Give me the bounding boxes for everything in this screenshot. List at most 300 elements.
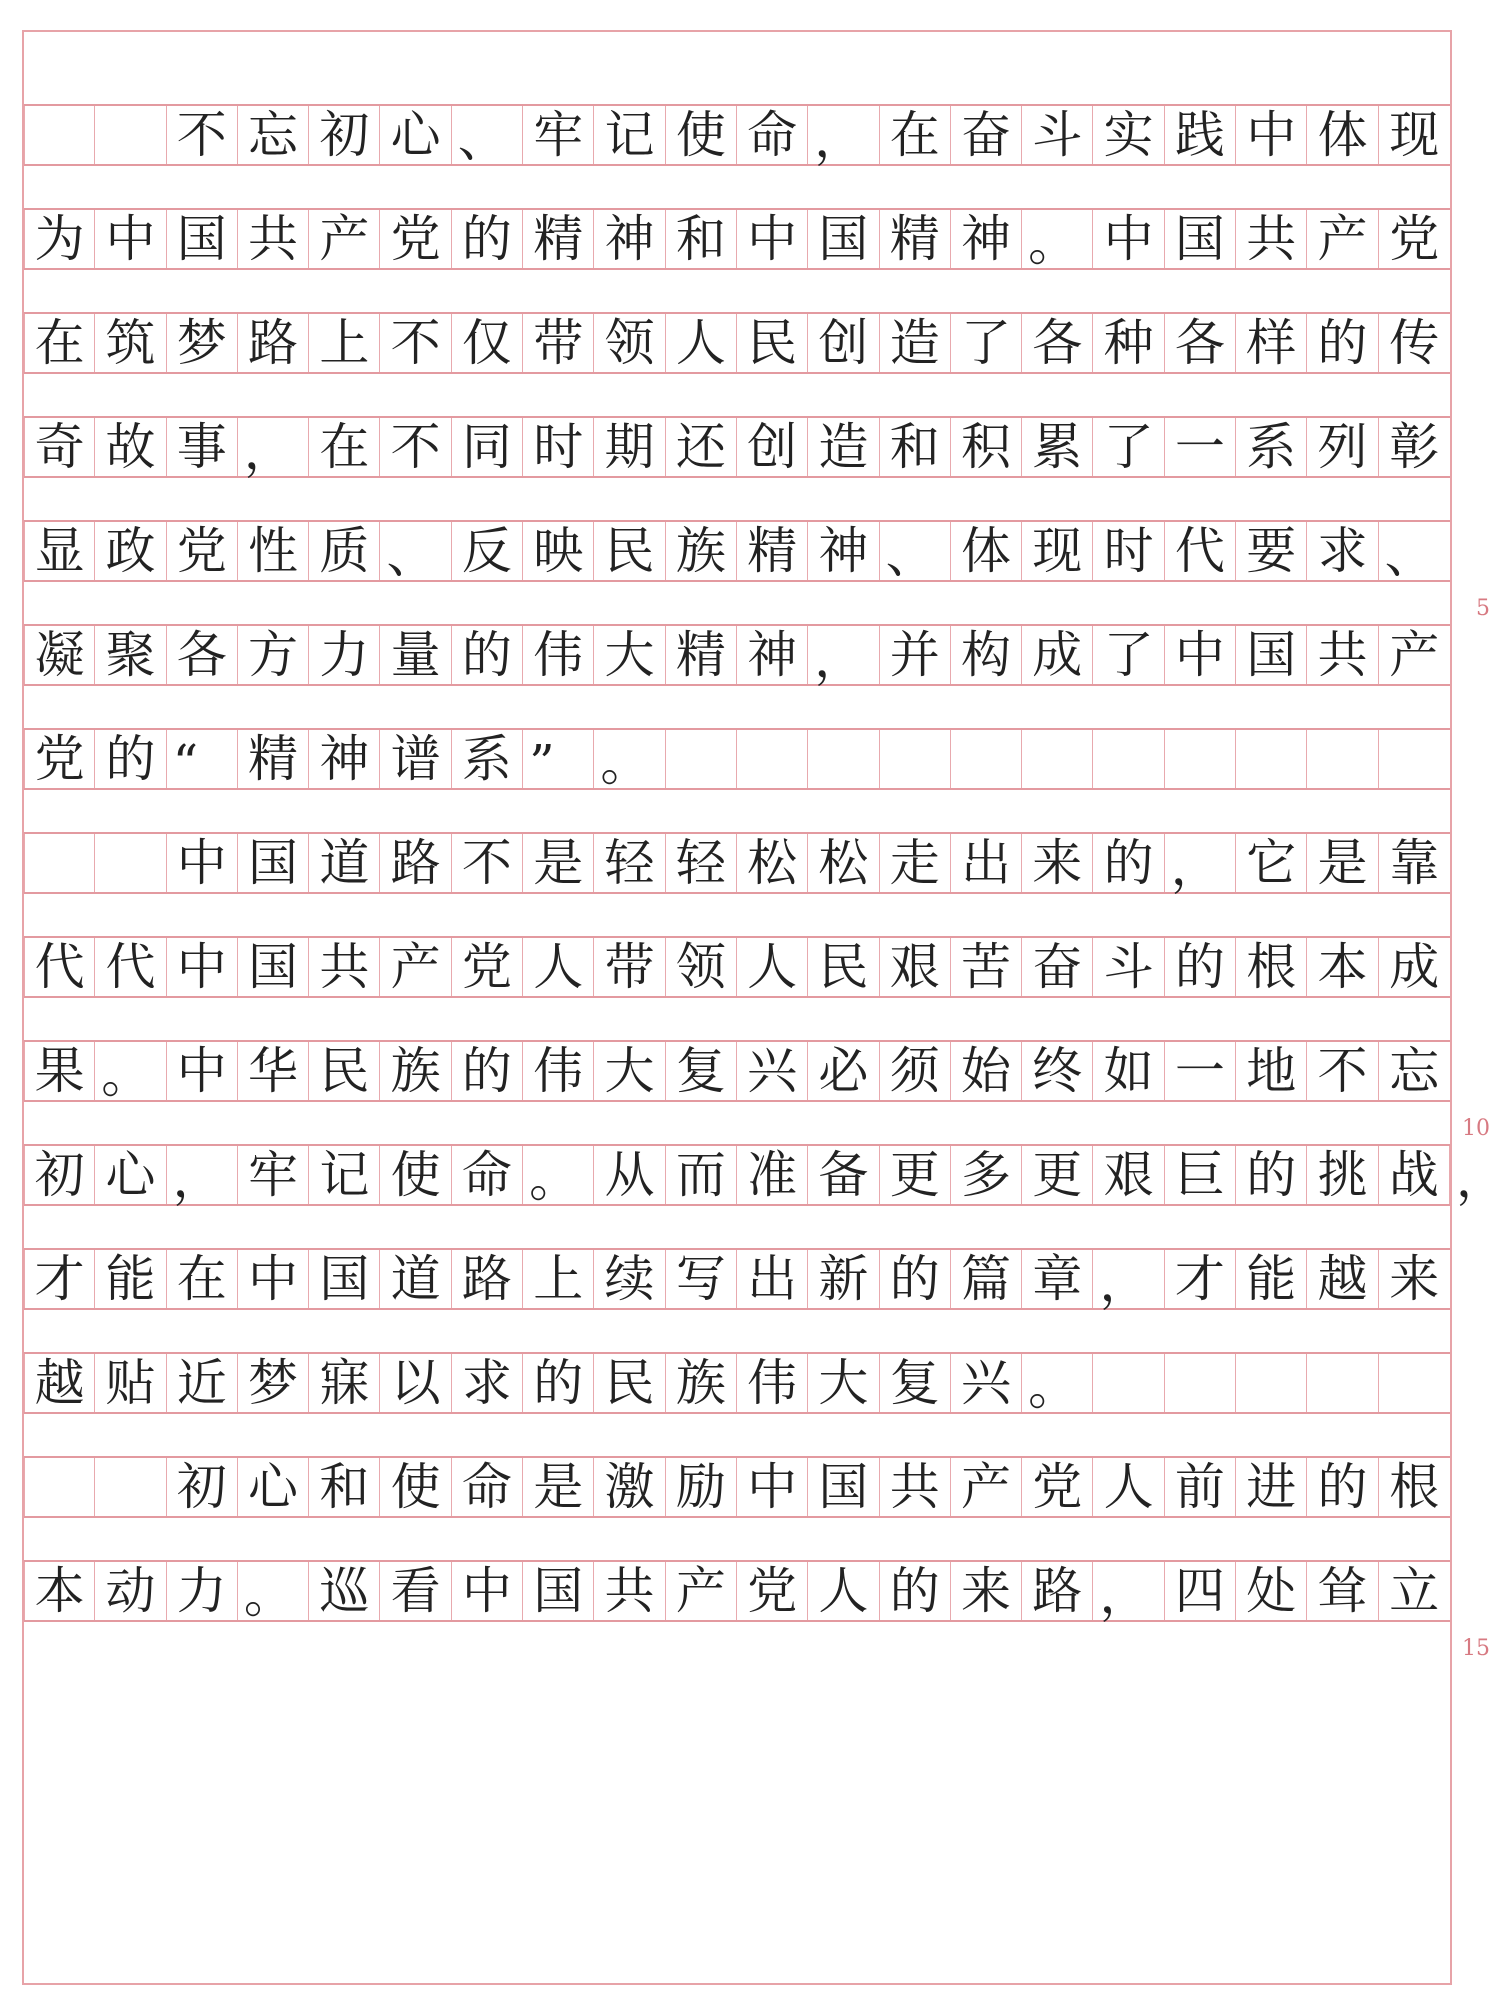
grid-cell: 映 (523, 522, 594, 580)
grid-cell: 路 (1022, 1562, 1093, 1620)
grid-cell: 共 (1236, 210, 1307, 268)
grid-cell: 心 (95, 1146, 166, 1204)
grid-cell: 国 (523, 1562, 594, 1620)
grid-cell: 国 (238, 938, 309, 996)
grid-cell: 和 (880, 418, 951, 476)
grid-cell: 带 (523, 314, 594, 372)
grid-cell: 写 (666, 1250, 737, 1308)
grid-cell: 牢 (523, 106, 594, 164)
grid-cell: 的 (1307, 314, 1378, 372)
grid-cell: 同 (452, 418, 523, 476)
grid-cell: 现 (1389, 106, 1440, 164)
grid-cell: 人 (808, 1562, 879, 1620)
grid-row (24, 1352, 1450, 1414)
grid-cell: ， (1165, 834, 1236, 892)
grid-cell: 大 (594, 1042, 665, 1100)
grid-cell: 彰 (1389, 418, 1440, 476)
line-number-marker: 10 (1462, 1116, 1490, 1141)
grid-cell: 斗 (1022, 106, 1093, 164)
grid-cell: 初 (24, 1146, 95, 1204)
grid-cell: 道 (380, 1250, 451, 1308)
grid-row (24, 1560, 1450, 1622)
grid-cell: 立 (1389, 1562, 1440, 1620)
grid-cell: ， (808, 626, 879, 684)
grid-cell: 苦 (951, 938, 1022, 996)
grid-cell: 伟 (523, 626, 594, 684)
grid-cell: 领 (666, 938, 737, 996)
grid-cell: 神 (951, 210, 1022, 268)
grid-row (24, 520, 1450, 582)
grid-cell: 国 (167, 210, 238, 268)
grid-cell: 精 (238, 730, 309, 788)
grid-cell: 命 (737, 106, 808, 164)
grid-row (24, 1248, 1450, 1310)
grid-cell: 篇 (951, 1250, 1022, 1308)
grid-cell: 在 (24, 314, 95, 372)
grid-cell: 中 (452, 1562, 523, 1620)
grid-cell: 、 (1384, 526, 1435, 584)
grid-cell: 中 (737, 1458, 808, 1516)
grid-cell: 。 (238, 1562, 309, 1620)
grid-cell: 系 (452, 730, 523, 788)
grid-cell: 时 (1093, 522, 1164, 580)
grid-cell: 本 (24, 1562, 95, 1620)
grid-cell: 国 (808, 1458, 879, 1516)
grid-cell: 带 (594, 938, 665, 996)
grid-cell: 来 (951, 1562, 1022, 1620)
grid-cell: 神 (808, 522, 879, 580)
grid-cell: 民 (594, 522, 665, 580)
line-number-marker: 5 (1476, 596, 1490, 621)
grid-cell: 记 (594, 106, 665, 164)
grid-cell: 民 (808, 938, 879, 996)
grid-cell: 了 (951, 314, 1022, 372)
grid-cell: 产 (666, 1562, 737, 1620)
grid-cell: 积 (951, 418, 1022, 476)
grid-cell: 在 (309, 418, 380, 476)
grid-cell: 累 (1022, 418, 1093, 476)
grid-cell: 各 (167, 626, 238, 684)
grid-cell: 党 (24, 730, 95, 788)
grid-cell (24, 834, 95, 892)
grid-cell: 路 (380, 834, 451, 892)
grid-cell: 忘 (1389, 1042, 1440, 1100)
grid-cell: 反 (452, 522, 523, 580)
grid-cell: 是 (523, 834, 594, 892)
grid-cell: ， (1093, 1250, 1164, 1308)
grid-cell: 不 (380, 314, 451, 372)
grid-cell: 斗 (1093, 938, 1164, 996)
grid-cell (1165, 730, 1236, 788)
grid-cell: 和 (309, 1458, 380, 1516)
grid-cell: 根 (1389, 1458, 1440, 1516)
grid-cell (1379, 730, 1450, 788)
grid-cell: 事 (167, 418, 238, 476)
grid-cell: 不 (1307, 1042, 1378, 1100)
grid-cell: 始 (951, 1042, 1022, 1100)
grid-cell: 聚 (95, 626, 166, 684)
grid-cell: 产 (951, 1458, 1022, 1516)
grid-cell: 了 (1093, 626, 1164, 684)
grid-cell: 使 (380, 1458, 451, 1516)
grid-cell: 代 (95, 938, 166, 996)
grid-cell: 多 (951, 1146, 1022, 1204)
grid-cell (1165, 1354, 1236, 1412)
grid-cell: 的 (880, 1250, 951, 1308)
grid-cell: 松 (737, 834, 808, 892)
grid-cell: 精 (880, 210, 951, 268)
grid-cell: 人 (523, 938, 594, 996)
grid-cell: 能 (95, 1250, 166, 1308)
grid-cell: 而 (666, 1146, 737, 1204)
grid-cell: 国 (1165, 210, 1236, 268)
grid-cell: 近 (167, 1354, 238, 1412)
grid-cell (1093, 730, 1164, 788)
grid-cell: 的 (1307, 1458, 1378, 1516)
grid-cell: 奇 (24, 418, 95, 476)
grid-cell: 显 (24, 522, 95, 580)
grid-cell: 忘 (238, 106, 309, 164)
grid-cell: 贴 (95, 1354, 166, 1412)
grid-cell: 果 (24, 1042, 95, 1100)
grid-cell: 国 (1236, 626, 1307, 684)
grid-cell: 领 (594, 314, 665, 372)
grid-cell (1307, 1354, 1378, 1412)
grid-cell: 民 (594, 1354, 665, 1412)
grid-cell (95, 834, 166, 892)
grid-cell: 上 (309, 314, 380, 372)
grid-cell: 艰 (1093, 1146, 1164, 1204)
grid-cell: 国 (238, 834, 309, 892)
grid-cell: 。 (594, 730, 665, 788)
grid-cell: 靠 (1389, 834, 1440, 892)
grid-cell: 的 (1236, 1146, 1307, 1204)
grid-cell (24, 106, 95, 164)
grid-cell: 力 (309, 626, 380, 684)
grid-cell: 地 (1236, 1042, 1307, 1100)
grid-row (24, 728, 1450, 790)
grid-cell: 须 (880, 1042, 951, 1100)
grid-cell: 共 (238, 210, 309, 268)
grid-cell: 命 (452, 1146, 523, 1204)
grid-cell: ， (238, 418, 309, 476)
grid-cell: 出 (951, 834, 1022, 892)
grid-cell: 道 (309, 834, 380, 892)
grid-cell: 列 (1307, 418, 1378, 476)
grid-cell: 以 (380, 1354, 451, 1412)
grid-cell: 梦 (167, 314, 238, 372)
grid-cell: 才 (1165, 1250, 1236, 1308)
grid-cell: 不 (167, 106, 238, 164)
grid-cell: 筑 (95, 314, 166, 372)
grid-cell: 和 (666, 210, 737, 268)
grid-cell: 党 (737, 1562, 808, 1620)
grid-cell: 巡 (309, 1562, 380, 1620)
grid-cell: 人 (1093, 1458, 1164, 1516)
grid-cell: 成 (1022, 626, 1093, 684)
grid-cell: 民 (737, 314, 808, 372)
grid-cell: 复 (880, 1354, 951, 1412)
grid-cell: 越 (24, 1354, 95, 1412)
grid-cell: 中 (238, 1250, 309, 1308)
grid-cell: 时 (523, 418, 594, 476)
grid-cell: 精 (523, 210, 594, 268)
grid-cell: 。 (1022, 210, 1093, 268)
grid-row (24, 624, 1450, 686)
grid-cell: 激 (594, 1458, 665, 1516)
grid-row (24, 1040, 1450, 1102)
grid-cell: 创 (737, 418, 808, 476)
grid-cell: 根 (1236, 938, 1307, 996)
grid-cell: 党 (452, 938, 523, 996)
grid-cell: 方 (238, 626, 309, 684)
grid-cell: 更 (1022, 1146, 1093, 1204)
grid-cell: 战 (1379, 1146, 1450, 1204)
grid-cell: 奋 (951, 106, 1022, 164)
grid-cell: 性 (238, 522, 309, 580)
grid-cell: 松 (808, 834, 879, 892)
grid-cell (95, 106, 166, 164)
grid-cell: 的 (452, 210, 523, 268)
grid-cell: 四 (1165, 1562, 1236, 1620)
grid-cell: 能 (1236, 1250, 1307, 1308)
grid-cell: 谱 (380, 730, 451, 788)
grid-row (24, 104, 1450, 166)
grid-cell: ， (808, 106, 879, 164)
grid-cell: 党 (167, 522, 238, 580)
grid-cell: 构 (951, 626, 1022, 684)
grid-cell: 传 (1389, 314, 1440, 372)
grid-cell: 一 (1165, 1042, 1236, 1100)
grid-cell: 使 (666, 106, 737, 164)
grid-cell: 兴 (951, 1354, 1022, 1412)
grid-cell: 不 (452, 834, 523, 892)
grid-cell: 更 (880, 1146, 951, 1204)
grid-cell: 越 (1307, 1250, 1378, 1308)
grid-cell: 终 (1022, 1042, 1093, 1100)
grid-cell (1307, 730, 1378, 788)
grid-cell: 使 (380, 1146, 451, 1204)
grid-cell: 章 (1022, 1250, 1093, 1308)
grid-cell: 实 (1093, 106, 1164, 164)
grid-cell: 民 (309, 1042, 380, 1100)
grid-cell (951, 730, 1022, 788)
grid-cell: 伟 (523, 1042, 594, 1100)
grid-cell: 励 (666, 1458, 737, 1516)
grid-cell: 来 (1022, 834, 1093, 892)
grid-cell: 如 (1093, 1042, 1164, 1100)
grid-cell: 中 (167, 1042, 238, 1100)
grid-cell: 体 (1307, 106, 1378, 164)
grid-cell: 的 (1165, 938, 1236, 996)
grid-cell: 各 (1165, 314, 1236, 372)
grid-row (24, 936, 1450, 998)
grid-cell: 来 (1389, 1250, 1440, 1308)
grid-cell: 不 (380, 418, 451, 476)
grid-cell: 本 (1307, 938, 1378, 996)
grid-cell: 样 (1236, 314, 1307, 372)
grid-cell: 为 (24, 210, 95, 268)
grid-cell: 中 (167, 938, 238, 996)
grid-row (24, 416, 1450, 478)
grid-cell: 系 (1236, 418, 1307, 476)
grid-cell: 的 (95, 730, 166, 788)
grid-cell: 中 (1165, 626, 1236, 684)
grid-cell: 必 (808, 1042, 879, 1100)
grid-cell: 准 (737, 1146, 808, 1204)
grid-cell: 创 (808, 314, 879, 372)
grid-cell: 初 (167, 1458, 238, 1516)
grid-cell: 要 (1236, 522, 1307, 580)
grid-cell: 了 (1093, 418, 1164, 476)
grid-cell: 华 (238, 1042, 309, 1100)
grid-cell: 凝 (24, 626, 95, 684)
grid-cell: 量 (380, 626, 451, 684)
grid-cell: 的 (880, 1562, 951, 1620)
grid-cell: 人 (666, 314, 737, 372)
grid-cell: 族 (666, 1354, 737, 1412)
grid-cell: 从 (594, 1146, 665, 1204)
grid-cell: 代 (1165, 522, 1236, 580)
grid-cell: 族 (380, 1042, 451, 1100)
grid-cell (808, 730, 879, 788)
grid-cell (1236, 1354, 1307, 1412)
grid-cell: 精 (737, 522, 808, 580)
grid-cell: ， (1093, 1562, 1164, 1620)
grid-cell: 期 (594, 418, 665, 476)
grid-row (24, 1456, 1450, 1518)
grid-cell: 耸 (1307, 1562, 1378, 1620)
grid-cell: 的 (1093, 834, 1164, 892)
grid-cell: 代 (24, 938, 95, 996)
grid-cell: 产 (1389, 626, 1440, 684)
grid-cell: 党 (1022, 1458, 1093, 1516)
grid-cell: 。 (523, 1146, 594, 1204)
grid-cell: 巨 (1165, 1146, 1236, 1204)
grid-cell: 、 (880, 522, 951, 580)
grid-cell: 。 (95, 1042, 166, 1100)
grid-cell: 奋 (1022, 938, 1093, 996)
grid-cell: 共 (880, 1458, 951, 1516)
grid-cell: 才 (24, 1250, 95, 1308)
grid-cell: 在 (167, 1250, 238, 1308)
grid-cell (1236, 730, 1307, 788)
grid-cell: 大 (808, 1354, 879, 1412)
grid-cell: 、 (452, 106, 523, 164)
grid-cell: 记 (309, 1146, 380, 1204)
grid-cell: 党 (380, 210, 451, 268)
grid-cell: 处 (1236, 1562, 1307, 1620)
grid-cell: 共 (309, 938, 380, 996)
grid-cell: 寐 (309, 1354, 380, 1412)
grid-cell: 种 (1093, 314, 1164, 372)
grid-cell: 中 (1236, 106, 1307, 164)
grid-cell: 上 (523, 1250, 594, 1308)
grid-cell: 一 (1165, 418, 1236, 476)
grid-cell: 命 (452, 1458, 523, 1516)
grid-cell: 路 (238, 314, 309, 372)
grid-cell: 续 (594, 1250, 665, 1308)
grid-cell: 神 (737, 626, 808, 684)
grid-cell: 成 (1389, 938, 1440, 996)
grid-cell: 中 (167, 834, 238, 892)
grid-cell: 仅 (452, 314, 523, 372)
grid-cell: 党 (1389, 210, 1440, 268)
grid-cell: 新 (808, 1250, 879, 1308)
grid-cell: 挑 (1307, 1146, 1378, 1204)
grid-cell: 在 (880, 106, 951, 164)
grid-cell: 造 (880, 314, 951, 372)
grid-cell (666, 730, 737, 788)
grid-cell: 动 (95, 1562, 166, 1620)
grid-cell: 梦 (238, 1354, 309, 1412)
grid-cell: 国 (808, 210, 879, 268)
grid-cell (1379, 1354, 1450, 1412)
grid-cell: 人 (737, 938, 808, 996)
grid-cell: 神 (309, 730, 380, 788)
grid-cell: 、 (380, 522, 451, 580)
grid-cell: 共 (1307, 626, 1378, 684)
grid-cell: 的 (452, 1042, 523, 1100)
grid-cell: 中 (95, 210, 166, 268)
grid-cell (95, 1458, 166, 1516)
grid-cell: 故 (95, 418, 166, 476)
grid-cell: 路 (452, 1250, 523, 1308)
grid-cell: 兴 (737, 1042, 808, 1100)
grid-cell: 政 (95, 522, 166, 580)
grid-cell: 还 (666, 418, 737, 476)
grid-cell: 。 (1022, 1354, 1093, 1412)
grid-cell: ” (523, 730, 594, 788)
grid-cell: 出 (737, 1250, 808, 1308)
grid-cell: 族 (666, 522, 737, 580)
grid-cell (737, 730, 808, 788)
grid-cell: 并 (880, 626, 951, 684)
grid-cell: 备 (808, 1146, 879, 1204)
grid-cell: 践 (1165, 106, 1236, 164)
grid-cell: 国 (309, 1250, 380, 1308)
grid-cell (24, 1458, 95, 1516)
grid-cell: 伟 (737, 1354, 808, 1412)
grid-row (24, 312, 1450, 374)
grid-cell: 轻 (594, 834, 665, 892)
grid-cell: 共 (594, 1562, 665, 1620)
grid-cell: 中 (1093, 210, 1164, 268)
grid-cell: 前 (1165, 1458, 1236, 1516)
grid-cell: 造 (808, 418, 879, 476)
grid-cell: 牢 (238, 1146, 309, 1204)
grid-cell: 神 (594, 210, 665, 268)
grid-cell: 复 (666, 1042, 737, 1100)
grid-cell: 产 (309, 210, 380, 268)
grid-cell: 精 (666, 626, 737, 684)
grid-cell: 力 (167, 1562, 238, 1620)
grid-cell: 各 (1022, 314, 1093, 372)
grid-cell: 求 (452, 1354, 523, 1412)
grid-cell: 它 (1236, 834, 1307, 892)
grid-cell: 现 (1022, 522, 1093, 580)
grid-cell: 是 (523, 1458, 594, 1516)
grid-cell: 看 (380, 1562, 451, 1620)
grid-cell: 是 (1307, 834, 1378, 892)
grid-cell: 轻 (666, 834, 737, 892)
grid-cell: 初 (309, 106, 380, 164)
grid-cell: 的 (523, 1354, 594, 1412)
grid-cell: 进 (1236, 1458, 1307, 1516)
grid-row (24, 832, 1450, 894)
grid-cell-overflow: ， (1455, 1150, 1506, 1208)
grid-cell: 质 (309, 522, 380, 580)
